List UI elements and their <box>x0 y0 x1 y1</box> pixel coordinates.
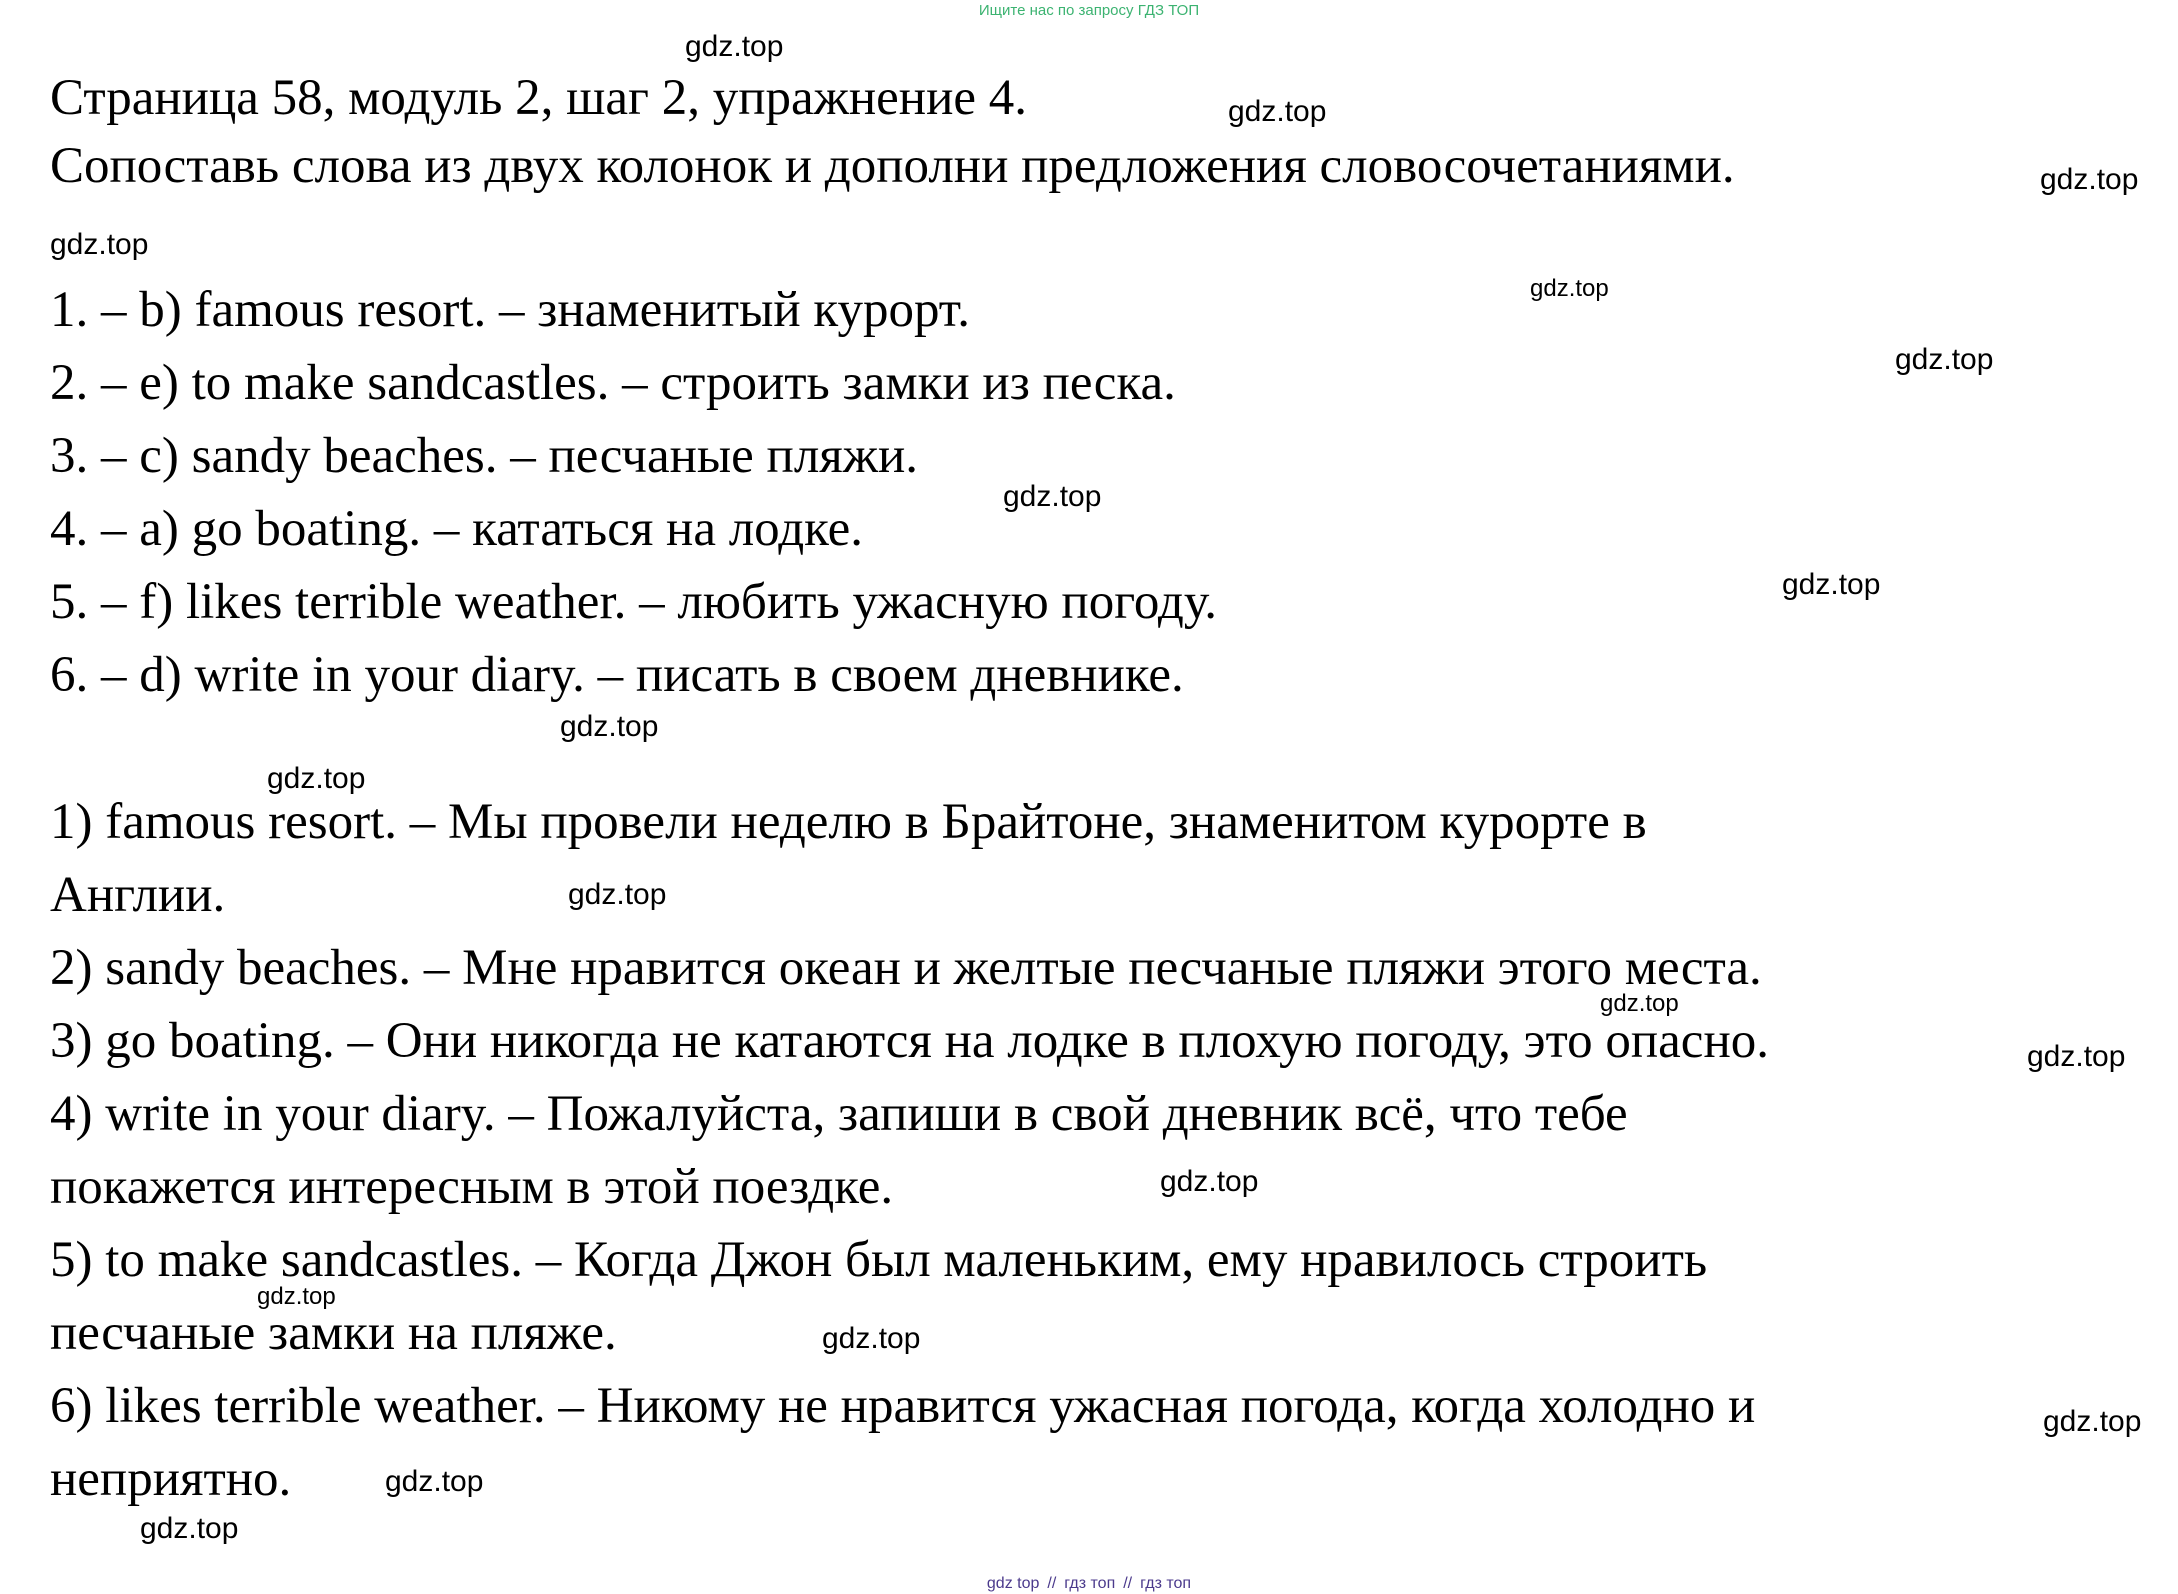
footer-links <box>0 1575 2178 1593</box>
watermark: gdz.top <box>257 1283 336 1310</box>
match-line-6: 6. – d) write in your diary. – писать в своем дневнике. <box>50 647 1184 703</box>
watermark: gdz.top <box>1895 343 1994 376</box>
watermark: gdz.top <box>1782 568 1881 601</box>
match-line-3: 3. – c) sandy beaches. – песчаные пляжи. <box>50 428 919 484</box>
sentence-line-8: песчаные замки на пляже. <box>50 1305 617 1361</box>
watermark: gdz.top <box>1003 480 1102 513</box>
watermark: gdz.top <box>140 1512 239 1545</box>
match-line-4: 4. – a) go boating. – кататься на лодке. <box>50 501 864 557</box>
watermark: gdz.top <box>2027 1040 2126 1073</box>
sentence-line-2: Англии. <box>50 867 226 923</box>
sentence-line-5: 4) write in your diary. – Пожалуйста, запиши в свой дневник всё, что тебе <box>50 1086 1628 1142</box>
sentence-line-7: 5) to make sandcastles. – Когда Джон был маленьким, ему нравилось строить <box>50 1232 1708 1288</box>
match-line-5: 5. – f) likes terrible weather. – любить ужасную погоду. <box>50 574 1217 630</box>
watermark: gdz.top <box>685 30 784 63</box>
footer-separator: // <box>1047 1575 1057 1592</box>
watermark: gdz.top <box>568 878 667 911</box>
watermark: gdz.top <box>267 762 366 795</box>
sentence-line-4: 3) go boating. – Они никогда не катаются на лодке в плохую погоду, это опасно. <box>50 1013 1769 1069</box>
footer-separator: // <box>1123 1575 1133 1592</box>
watermark: gdz.top <box>822 1322 921 1355</box>
footer-link[interactable]: gdz top <box>986 1575 1040 1592</box>
top-banner: Ищите нас по запросу ГДЗ ТОП <box>978 2 1200 19</box>
sentence-line-9: 6) likes terrible weather. – Никому не нравится ужасная погода, когда холодно и <box>50 1378 1756 1434</box>
watermark: gdz.top <box>560 710 659 743</box>
footer-link[interactable]: гдз топ <box>1140 1575 1192 1592</box>
watermark: gdz.top <box>50 228 149 261</box>
match-line-1: 1. – b) famous resort. – знаменитый курорт. <box>50 282 970 338</box>
sentence-line-1: 1) famous resort. – Мы провели неделю в Брайтоне, знаменитом курорте в <box>50 794 1647 850</box>
watermark: gdz.top <box>1160 1165 1259 1198</box>
watermark: gdz.top <box>2043 1405 2142 1438</box>
sentence-line-3: 2) sandy beaches. – Мне нравится океан и желтые песчаные пляжи этого места. <box>50 940 1762 996</box>
sentence-line-10: неприятно. <box>50 1451 292 1507</box>
watermark: gdz.top <box>1530 275 1609 302</box>
exercise-title: Страница 58, модуль 2, шаг 2, упражнение 4. <box>50 70 1028 126</box>
watermark: gdz.top <box>1228 95 1327 128</box>
match-line-2: 2. – e) to make sandcastles. – строить замки из песка. <box>50 355 1176 411</box>
footer-link[interactable]: гдз топ <box>1064 1575 1116 1592</box>
watermark: gdz.top <box>2040 163 2139 196</box>
sentence-line-6: покажется интересным в этой поездке. <box>50 1159 894 1215</box>
watermark: gdz.top <box>385 1465 484 1498</box>
watermark: gdz.top <box>1600 990 1679 1017</box>
exercise-instruction: Сопоставь слова из двух колонок и дополни предложения словосочетаниями. <box>50 138 1735 194</box>
